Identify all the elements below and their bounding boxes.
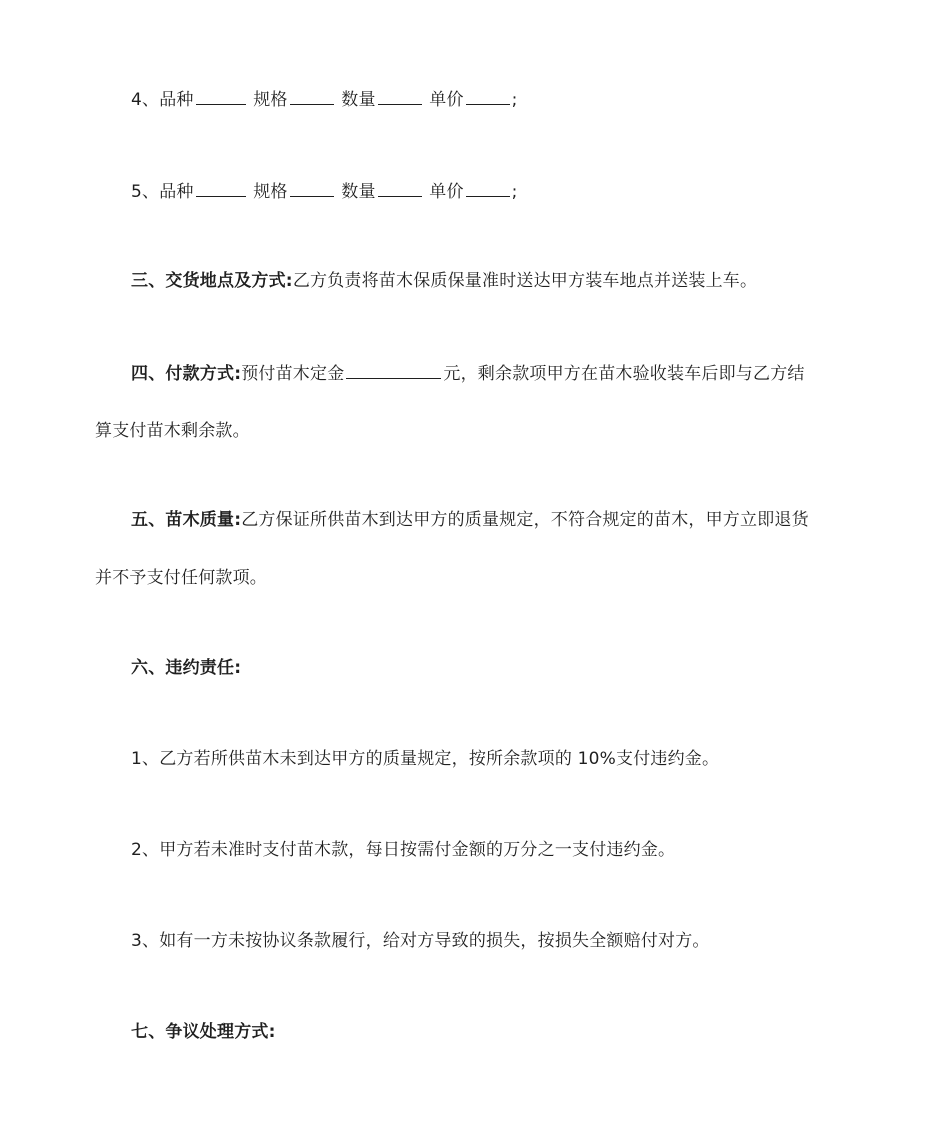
section-payment-cont [95, 419, 865, 443]
quantity-label: 数量 [341, 182, 376, 202]
spec-label: 规格 [253, 90, 288, 110]
variety-label: 品种 [159, 182, 194, 202]
quantity-blank [378, 86, 422, 105]
line-end: ; [511, 90, 518, 110]
clause-text: 3、如有一方未按协议条款履行，给对方导致的损失，按损失全额赔付对方。 [131, 931, 710, 951]
line-end: ; [511, 182, 518, 202]
section-liability [95, 656, 865, 680]
section-body: 乙方保证所供苗木到达甲方的质量规定，不符合规定的苗木，甲方立即退货 [241, 510, 809, 530]
liability-clause-3 [95, 929, 865, 953]
section-dispute [95, 1020, 865, 1044]
deposit-blank [346, 360, 441, 379]
liability-clause-1 [95, 747, 865, 771]
spec-line-4 [95, 86, 865, 112]
section-body: 乙方负责将苗木保质保量准时送达甲方装车地点并送装上车。 [292, 271, 758, 291]
spec-blank [290, 178, 334, 197]
variety-blank [196, 178, 246, 197]
spec-line-5 [95, 178, 865, 204]
section-quality-cont [95, 566, 865, 590]
unit-price-label: 单价 [429, 182, 464, 202]
liability-clause-2 [95, 838, 865, 862]
section-quality [95, 508, 865, 532]
section-body: 算支付苗木剩余款。 [95, 421, 250, 441]
section-heading: 六、违约责任: [131, 658, 242, 678]
section-heading: 七、争议处理方式: [131, 1022, 276, 1042]
item-number: 4、 [131, 90, 160, 110]
section-heading: 四、付款方式: [131, 364, 242, 384]
section-payment [95, 360, 865, 386]
section-heading: 五、苗木质量: [131, 510, 242, 530]
item-number: 5、 [131, 182, 160, 202]
variety-label: 品种 [159, 90, 194, 110]
quantity-label: 数量 [341, 90, 376, 110]
variety-blank [196, 86, 246, 105]
section-delivery [95, 269, 865, 293]
unit-price-blank [466, 178, 510, 197]
quantity-blank [378, 178, 422, 197]
section-body: 并不予支付任何款项。 [95, 568, 267, 588]
clause-text: 2、甲方若未准时支付苗木款，每日按需付金额的万分之一支付违约金。 [131, 840, 676, 860]
section-body-cont: 元，剩余款项甲方在苗木验收装车后即与乙方结 [443, 364, 805, 384]
clause-text: 1、乙方若所供苗木未到达甲方的质量规定，按所余款项的 10%支付违约金。 [131, 749, 720, 769]
unit-price-label: 单价 [429, 90, 464, 110]
section-heading: 三、交货地点及方式: [131, 271, 293, 291]
spec-blank [290, 86, 334, 105]
section-body: 预付苗木定金 [241, 364, 345, 384]
spec-label: 规格 [253, 182, 288, 202]
unit-price-blank [466, 86, 510, 105]
